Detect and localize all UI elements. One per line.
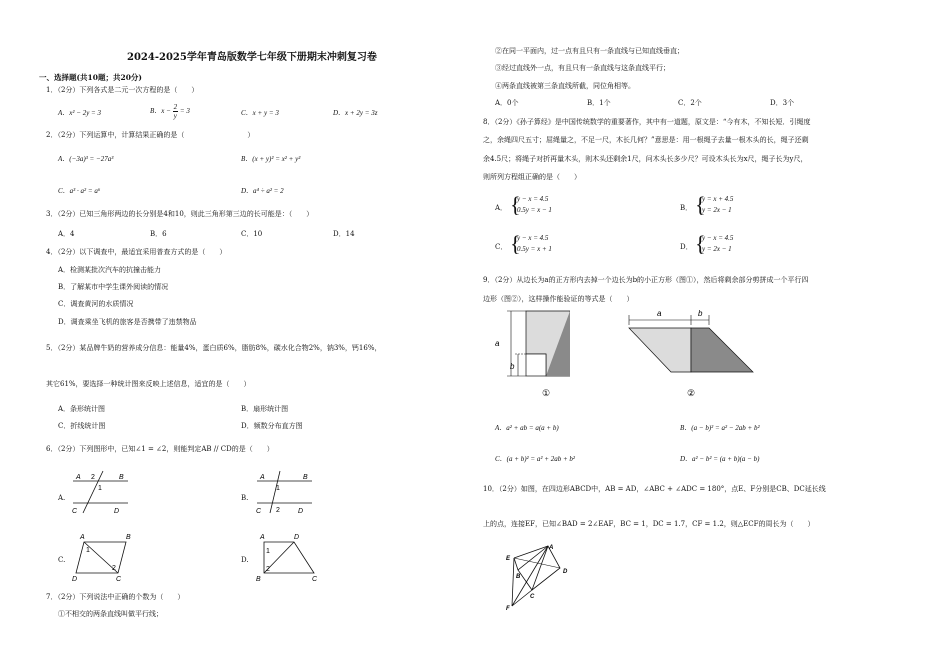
label-a: A [80,534,85,541]
label-d: D [563,569,568,575]
q2-option-c[interactable]: C．a³ · a² = a⁶ [58,187,101,195]
q7-statement-4: ④两条直线被第三条直线所截，同位角相等。 [495,82,635,90]
angle-1: 1 [86,547,90,554]
q7-option-c[interactable]: C．2个 [678,99,702,107]
q1-option-b[interactable] [150,103,190,120]
label-c: C [72,508,78,515]
label-e: E [506,556,511,562]
q6-option-d[interactable]: D. [241,556,249,564]
q8-option-a-label[interactable]: A． [495,204,508,212]
label-b: B [516,574,521,580]
q5-option-d[interactable]: D．频数分布直方图 [241,422,303,430]
q7-option-a[interactable]: A．0个 [495,99,519,107]
label-c: C [312,576,318,583]
label-d: D [298,508,304,515]
q6-option-c[interactable]: C. [58,556,66,564]
q7-statement-2: ②在同一平面内，过一点有且只有一条直线与已知直线垂直； [495,47,684,55]
label-f: F [506,606,510,612]
brace-icon: { [695,192,706,217]
q8-stem-line4: 则所列方程组正确的是（ ） [483,173,581,181]
q9-figure-1 [490,306,570,398]
q3-stem: 3．（2分）已知三角形两边的长分别是4和10，则此三角形第三边的长可能是：（ ） [46,210,314,218]
figure-2-caption: ② [687,388,696,398]
q2-stem: 2．（2分）下列运算中，计算结果正确的是（ ） [46,131,255,139]
q7-option-d[interactable]: D．3个 [770,99,795,107]
q2-option-d[interactable]: D．a⁴ ÷ a² = 2 [241,187,284,195]
q1-b-fraction: $\frac{2}{y}$ [173,103,178,120]
angle-1: 1 [276,485,280,492]
q10-figure [500,540,580,612]
label-a: A [260,474,265,481]
q9-stem-line1: 9．（2分）从边长为a的正方形内去掉一个边长为b的小正方形（图①），然后将剩余部分剪拼成一个平行四 [483,276,809,284]
q10-stem-line1: 10．（2分）如图，在四边形ABCD中，AB = AD，∠ABC + ∠ADC = 180°，点E、F分别是CB、DC延长线 [483,485,826,493]
q7-stem: 7．（2分）下列说法中正确的个数为（ ） [46,593,185,601]
q8-stem-line1: 8．（2分）《孙子算经》是中国传统数学的重要著作，其中有一道题，原文是：“今有木，不知长短．引绳度 [483,118,811,126]
q3-option-c[interactable]: C．10 [241,230,263,238]
q4-option-a[interactable]: A．检测某批次汽车的抗撞击能力 [58,266,162,274]
q2-option-b[interactable]: B．(x + y)² = x² + y² [241,155,301,163]
q4-option-b[interactable]: B．了解某市中学生课外阅读的情况 [58,283,169,291]
q2-option-a[interactable]: A．(−3a)³ = −27a³ [58,155,114,163]
brace-icon: { [695,231,706,256]
q9-stem-line2: 边形（图②），这样操作能验证的等式是（ ） [483,295,634,303]
q1-option-c[interactable]: C．x + y = 3 [241,109,279,117]
label-b: b [510,362,515,371]
q5-option-a[interactable]: A．条形统计图 [58,405,106,413]
label-b: B [256,576,261,583]
angle-2: 2 [91,474,95,481]
q4-option-d[interactable]: D．调查乘坐飞机的旅客是否携带了违禁物品 [58,318,197,326]
q3-option-b[interactable]: B．6 [150,230,167,238]
q5-option-c[interactable]: C．折线统计图 [58,422,106,430]
q9-option-d[interactable]: D．a² − b² = (a + b)(a − b) [680,455,760,463]
q9-figure-2 [625,306,765,398]
q1-option-d[interactable]: D．x + 2y = 3z [333,109,378,117]
q3-option-d[interactable]: D．14 [333,230,355,238]
q8-option-d-label[interactable]: D． [680,243,693,251]
q1-b-pre: B．x − [150,107,171,116]
q8-option-b-label[interactable]: B． [680,204,693,212]
q3-option-a[interactable]: A．4 [58,230,75,238]
label-a: A [260,534,265,541]
q9-option-b[interactable]: B．(a − b)² = a² − 2ab + b² [680,424,760,432]
angle-2: 2 [266,566,270,573]
q1-option-a[interactable]: A．x² − 2y = 3 [58,109,102,117]
q6-figure-d [252,530,327,585]
q6-figure-b [252,468,322,518]
q5-stem-line1: 5．（2分）某品牌牛奶的营养成分信息：能量4%，蛋白质6%，脂肪8%，碳水化合物2%，钠3%，钙16%， [46,344,382,352]
label-c: C [530,594,535,600]
q1-b-post: = 3 [179,107,190,116]
label-d: D [72,576,78,583]
angle-1: 1 [266,548,270,555]
label-b: B [119,474,124,481]
label-a: A [549,545,554,551]
q6-option-b[interactable]: B. [241,494,249,502]
label-c: C [116,576,122,583]
q8-stem-line3: 余4.5尺；将绳子对折再量木头，则木头还剩余1尺，问木头长多少尺？可设木头长为x尺，绳子长为y尺， [483,155,808,163]
q6-figure-c [68,530,143,585]
q5-option-b[interactable]: B．扇形统计图 [241,405,289,413]
label-a: A [76,474,81,481]
label-b: b [698,309,703,318]
q7-statement-3: ③经过直线外一点，有且只有一条直线与这条直线平行； [495,64,670,72]
label-b: B [303,474,308,481]
angle-1: 1 [98,485,102,492]
q1-stem: 1．（2分）下列各式是二元一次方程的是（ ） [46,86,199,94]
q7-option-b[interactable]: B．1个 [587,99,611,107]
page-title: 2024-2025学年青岛版数学七年级下册期末冲刺复习卷 [127,52,377,63]
q10-stem-line2: 上的点，连接EF，已知∠BAD = 2∠EAF，BC = 1，DC = 1.7，CF = 1.2，则△ECF的周长为（ ） [483,520,815,528]
q7-statement-1: ①不相交的两条直线叫做平行线； [58,610,163,618]
q6-stem: 6．（2分）下列图形中，已知∠1 = ∠2，则能判定AB // CD的是（ ） [46,445,274,453]
q6-figure-a [68,468,138,518]
label-d: D [294,534,300,541]
label-b: B [126,534,131,541]
label-c: C [256,508,262,515]
angle-2: 2 [276,507,280,514]
q8-option-c-label[interactable]: C． [495,243,508,251]
angle-2: 2 [112,565,116,572]
label-a: a [495,339,500,348]
section-heading: 一、选择题(共10题；共20分) [39,73,142,82]
q4-stem: 4．（2分）以下调查中，最适宜采用普查方式的是（ ） [46,248,227,256]
brace-icon: { [510,192,521,217]
q6-option-a[interactable]: A. [58,494,66,502]
q9-option-c[interactable]: C．(a + b)² = a² + 2ab + b² [495,455,576,463]
brace-icon: { [510,231,521,256]
q9-option-a[interactable]: A．a² + ab = a(a + b) [495,424,559,432]
label-a: a [657,309,662,318]
q8-stem-line2: 之，余绳四尺五寸；屈绳量之，不足一尺，木长几何？”意思是：用一根绳子去量一根木头的长，绳子还剩 [483,136,809,144]
q4-option-c[interactable]: C．调查黄河的水质情况 [58,300,134,308]
q5-stem-line2: 其它61%，要选择一种统计图来反映上述信息，适宜的是（ ） [46,380,251,388]
label-d: D [114,508,120,515]
figure-1-caption: ① [542,388,551,398]
